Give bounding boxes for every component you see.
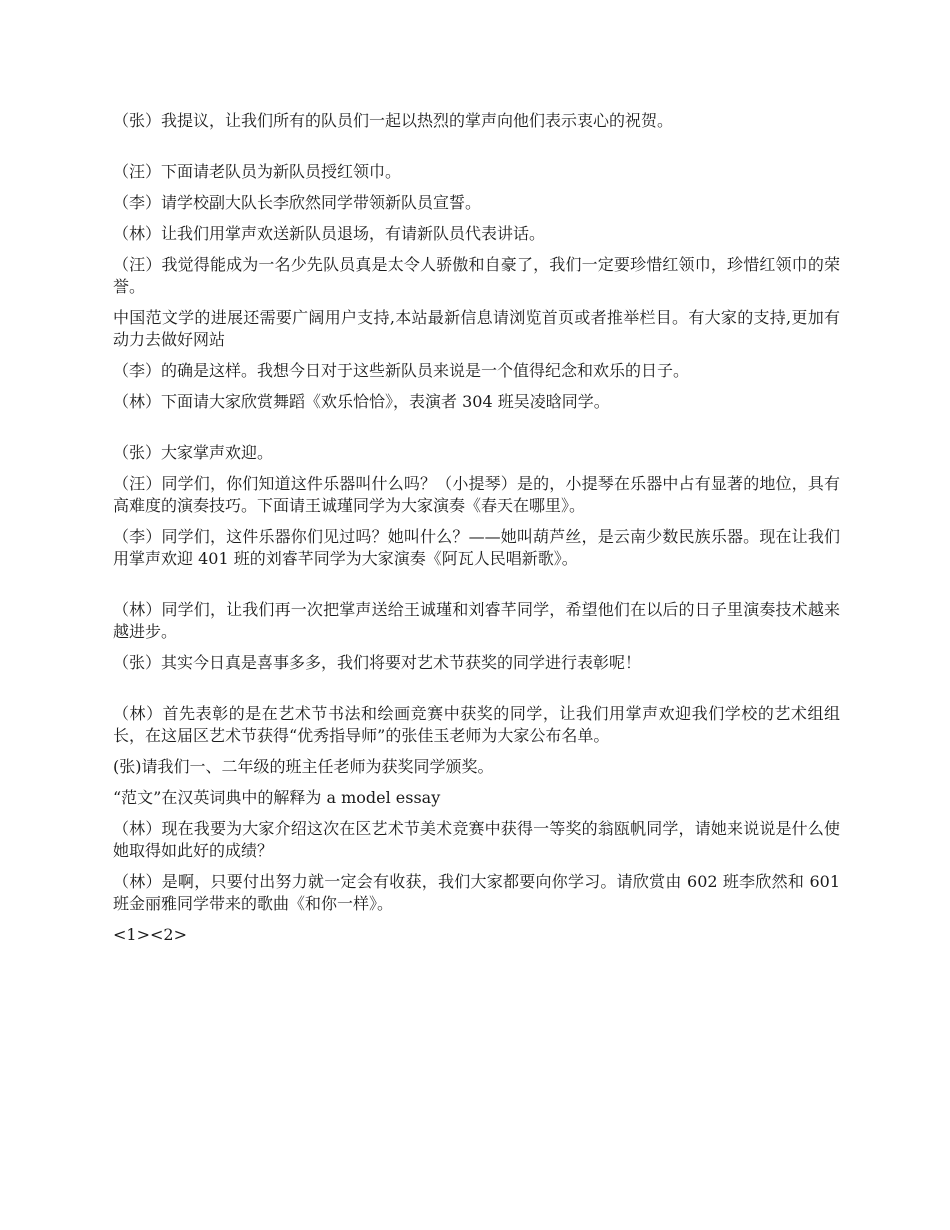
paragraph-7: （李）的确是这样。我想今日对于这些新队员来说是一个值得纪念和欢乐的日子。	[113, 361, 690, 380]
paragraph-18: （林）是啊，只要付出努力就一定会有收获，我们大家都要向你学习。请欣赏由 602 班李欣然和 601 班金丽雅同学带来的歌曲《和你一样》。	[113, 872, 840, 913]
paragraph-4: （林）让我们用掌声欢送新队员退场，有请新队员代表讲话。	[113, 224, 546, 243]
paragraph-8: （林）下面请大家欣赏舞蹈《欢乐恰恰》，表演者 304 班吴凌晗同学。	[113, 392, 610, 411]
page-markers: <1><2>	[113, 925, 187, 944]
paragraph-2: （汪）下面请老队员为新队员授红领巾。	[113, 162, 402, 181]
paragraph-3: （李）请学校副大队长李欣然同学带领新队员宣誓。	[113, 193, 482, 212]
paragraph-1: （张）我提议，让我们所有的队员们一起以热烈的掌声向他们表示衷心的祝贺。	[113, 111, 674, 130]
paragraph-13: （张）其实今日真是喜事多多，我们将要对艺术节获奖的同学进行表彰呢！	[113, 653, 642, 672]
paragraph-9: （张）大家掌声欢迎。	[113, 443, 274, 462]
paragraph-11: （李）同学们，这件乐器你们见过吗？她叫什么？——她叫葫芦丝，是云南少数民族乐器。现在让我们用掌声欢迎 401 班的刘睿芊同学为大家演奏《阿瓦人民唱新歌》。	[113, 527, 840, 568]
paragraph-10: （汪）同学们，你们知道这件乐器叫什么吗？（小提琴）是的，小提琴在乐器中占有显著的地位，具有高难度的演奏技巧。下面请王诚瑾同学为大家演奏《春天在哪里》。	[113, 474, 840, 515]
definition-note: “范文”在汉英词典中的解释为 a model essay	[113, 788, 441, 807]
paragraph-5: （汪）我觉得能成为一名少先队员真是太令人骄傲和自豪了，我们一定要珍惜红领巾，珍惜红领巾的荣誉。	[113, 255, 840, 296]
paragraph-14: （林）首先表彰的是在艺术节书法和绘画竞赛中获奖的同学，让我们用掌声欢迎我们学校的艺术组组长，在这届区艺术节获得“优秀指导师”的张佳玉老师为大家公布名单。	[113, 704, 840, 745]
paragraph-17: （林）现在我要为大家介绍这次在区艺术节美术竞赛中获得一等奖的翁瓯帆同学，请她来说说是什么使她取得如此好的成绩？	[113, 819, 840, 860]
document-body	[113, 110, 840, 955]
paragraph-15: (张)请我们一、二年级的班主任老师为获奖同学颁奖。	[113, 757, 494, 776]
site-notice: 中国范文学的进展还需要广阔用户支持,本站最新信息请浏览首页或者推举栏目。有大家的支持,更加有动力去做好网站	[113, 308, 840, 349]
paragraph-12: （林）同学们，让我们再一次把掌声送给王诚瑾和刘睿芊同学，希望他们在以后的日子里演奏技术越来越进步。	[113, 600, 840, 641]
